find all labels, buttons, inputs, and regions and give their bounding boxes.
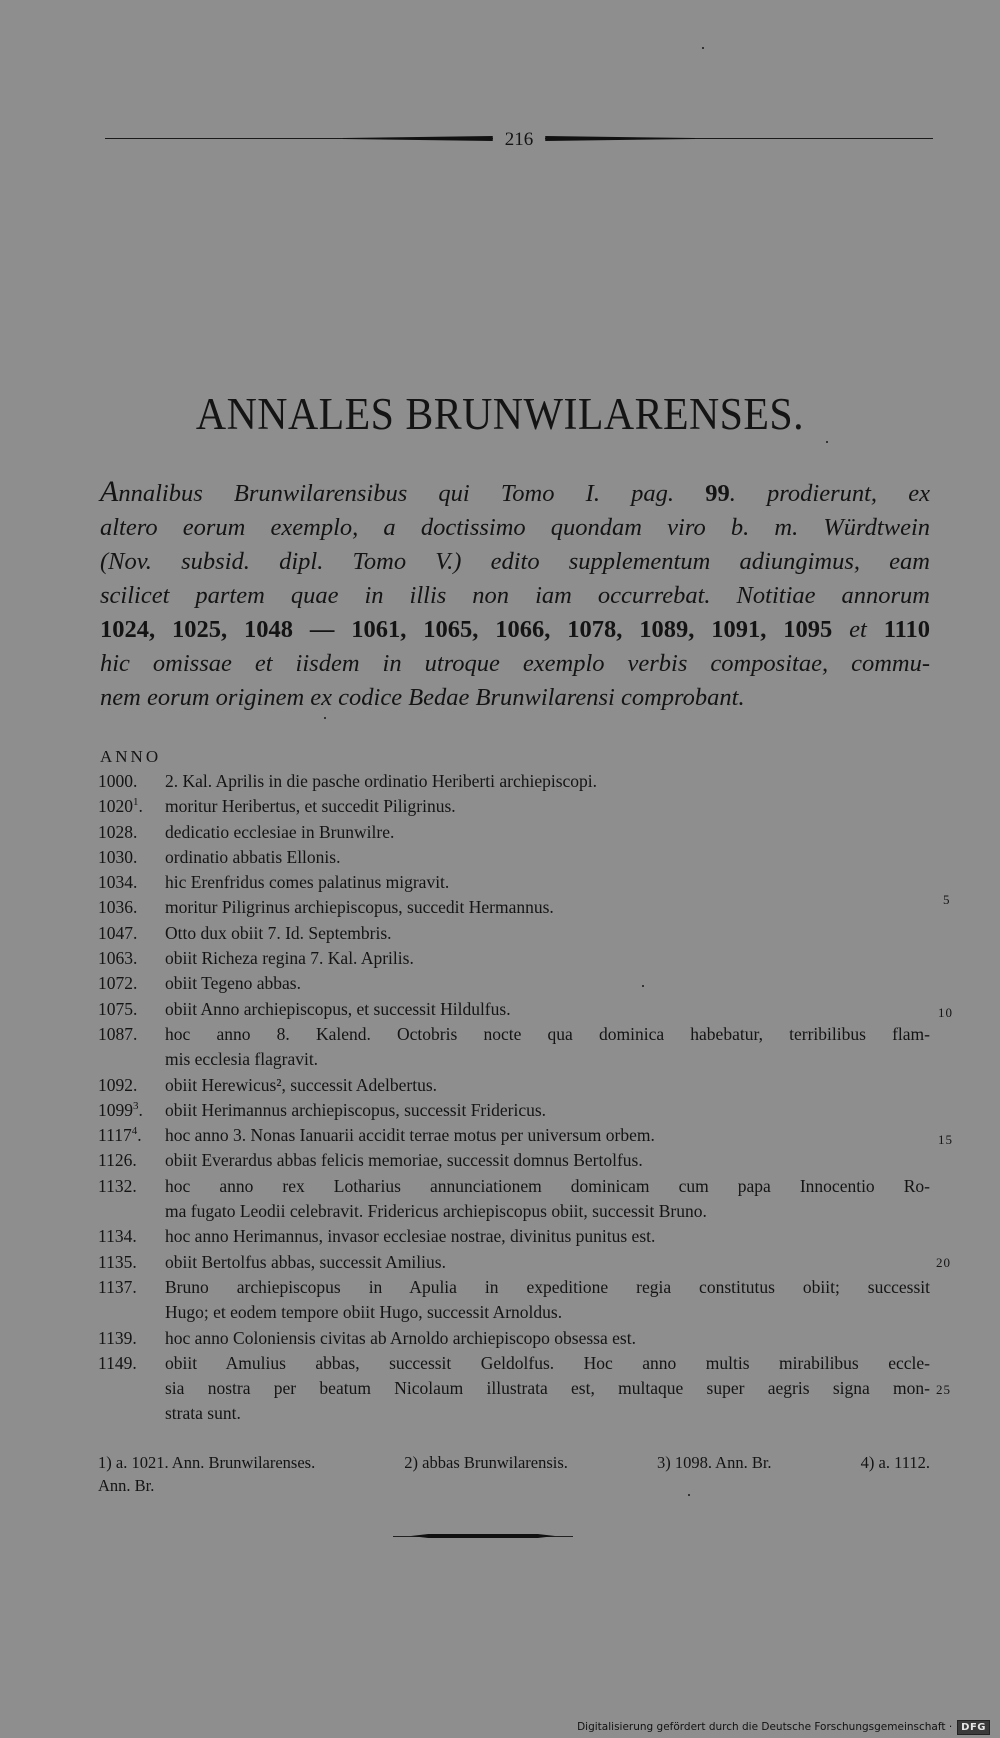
- annal-text-line: hoc anno Coloniensis civitas ab Arnoldo archiepiscopo obsessa est.: [165, 1327, 636, 1348]
- annal-entry: [98, 1174, 930, 1225]
- intro-line-2: altero eorum exemplo, a doctissimo quondam viro b. m. Würdtwein: [100, 514, 930, 541]
- page-header: [105, 124, 933, 154]
- annal-text: [165, 769, 930, 794]
- line-number-margin: 10: [938, 1005, 953, 1020]
- annal-text: [165, 1022, 930, 1073]
- footnote-marker: 1: [133, 796, 139, 809]
- annal-text-line: obiit Bertolfus abbas, successit Amilius.: [165, 1251, 446, 1272]
- annal-text: [165, 1275, 930, 1326]
- intro-line-4: scilicet partem quae in illis non iam occurrebat. Notitiae annorum: [100, 582, 930, 609]
- annal-year: 1132.: [98, 1175, 137, 1196]
- annal-year: 1063.: [98, 948, 138, 969]
- header-rule-right: [545, 136, 933, 142]
- annal-text: [165, 1098, 930, 1123]
- header-rule-left: [105, 136, 493, 142]
- line-number-margin: 25: [936, 1382, 951, 1397]
- annal-text: [165, 1326, 930, 1351]
- scan-speck: [324, 717, 326, 719]
- annal-text-line: hoc anno 8. Kalend. Octobris nocte qua dominica habebatur, terribilibus flam-: [165, 1023, 930, 1044]
- intro-line-7: nem eorum originem ex codice Bedae Brunwilarensi comprobant.: [100, 684, 745, 711]
- annal-year: 1134.: [98, 1226, 137, 1247]
- page-title: ANNALES BRUNWILARENSES.: [195, 389, 805, 440]
- annal-year: 1075.: [98, 998, 138, 1019]
- credit-text: Digitalisierung gefördert durch die Deutsche Forschungsgemeinschaft ·: [577, 1721, 953, 1733]
- annal-year: 1000.: [98, 771, 138, 791]
- annal-entry: [98, 870, 930, 895]
- annals-list: [98, 769, 930, 1427]
- annal-year: 1072.: [98, 973, 138, 994]
- annal-text: [165, 845, 930, 870]
- intro-line-1: [100, 475, 930, 511]
- intro-text: . prodierunt, ex: [729, 480, 930, 507]
- annal-entry: [98, 1224, 930, 1249]
- annal-text-line: obiit Anno archiepiscopus, et successit Hildulfus.: [165, 998, 511, 1019]
- annal-entry: [98, 1098, 930, 1123]
- annal-year: 1036.: [98, 897, 138, 918]
- annal-text: [165, 1123, 930, 1148]
- annal-year: 1135.: [98, 1251, 137, 1272]
- annal-entry: [98, 971, 930, 996]
- annal-year: 1139.: [98, 1327, 137, 1348]
- annal-text-line: ma fugato Leodii celebravit. Fridericus archiepiscopus obiit, successit Bruno.: [165, 1201, 707, 1222]
- annal-text-line: obiit Tegeno abbas.: [165, 973, 301, 994]
- annal-text: [165, 794, 930, 819]
- line-number-margin: 15: [938, 1132, 953, 1147]
- annal-text: [165, 1073, 930, 1098]
- annal-text-line: hoc anno Herimannus, invasor ecclesiae nostrae, divinitus punitus est.: [165, 1226, 656, 1247]
- annal-entry: [98, 1326, 930, 1351]
- closing-rule: [393, 1534, 573, 1539]
- intro-line-3: (Nov. subsid. dipl. Tomo V.) edito supplementum adiungimus, eam: [100, 548, 930, 575]
- annal-text-line: hoc anno rex Lotharius annunciationem dominicam cum papa Innocentio Ro-: [165, 1175, 930, 1196]
- intro-line-5: [100, 613, 930, 647]
- annal-text-line: Bruno archiepiscopus in Apulia in expeditione regia constitutus obiit; successit: [165, 1276, 930, 1297]
- annal-entry: [98, 1073, 930, 1098]
- scan-speck: [688, 1494, 690, 1496]
- annal-text-line: hic Erenfridus comes palatinus migravit.: [165, 872, 450, 893]
- annal-text: [165, 1250, 930, 1275]
- annal-entry: [98, 895, 930, 920]
- scan-speck: [702, 47, 704, 49]
- annal-year: 1020$^1$.: [98, 796, 143, 817]
- annal-year: 1117$^4$.: [98, 1125, 142, 1146]
- annal-text-line: obiit Herewicus², successit Adelbertus.: [165, 1074, 438, 1095]
- annal-entry: [98, 946, 930, 971]
- annal-entry: [98, 997, 930, 1022]
- footnotes: [98, 1451, 930, 1497]
- annal-entry: [98, 921, 930, 946]
- annal-entry: [98, 1351, 930, 1427]
- annals-heading: ANNO: [100, 747, 162, 766]
- annal-text-line: obiit Amulius abbas, successit Geldolfus. Hoc anno multis mirabilibus eccle-: [165, 1352, 930, 1373]
- annal-entry: [98, 820, 930, 845]
- dfg-logo: DFG: [957, 1720, 990, 1735]
- intro-text: et: [832, 616, 884, 643]
- annal-year: 1137.: [98, 1276, 137, 1297]
- annal-text: [165, 997, 930, 1022]
- scan-speck: [826, 441, 828, 443]
- intro-initial: A: [100, 475, 119, 508]
- annal-year: 1149.: [98, 1352, 137, 1373]
- annal-entry: [98, 845, 930, 870]
- intro-text: nnalibus Brunwilarensibus qui Tomo I. pag.: [118, 480, 706, 507]
- annal-text-line: dedicatio ecclesiae in Brunwilre.: [165, 821, 395, 842]
- annal-year: 1092.: [98, 1074, 138, 1095]
- annal-entry: [98, 794, 930, 819]
- annal-year: 1126.: [98, 1150, 137, 1171]
- annal-year: 1030.: [98, 846, 138, 867]
- footnote-4: 4) a. 1112.: [860, 1453, 930, 1472]
- annal-text: [165, 870, 930, 895]
- line-number-margin: 20: [936, 1255, 951, 1270]
- annal-text: [165, 921, 930, 946]
- annal-text-line: Otto dux obiit 7. Id. Septembris.: [165, 922, 392, 943]
- annal-year: 1087.: [98, 1023, 138, 1044]
- annal-entry: [98, 1275, 930, 1326]
- footnote-marker: 3: [133, 1100, 139, 1113]
- annal-entry: [98, 1148, 930, 1173]
- intro-years: 1024, 1025, 1048 — 1061, 1065, 1066, 1078, 1089, 1091, 1095: [100, 616, 833, 643]
- intro-paragraph: [100, 475, 930, 715]
- annal-text-line: strata sunt.: [165, 1403, 241, 1424]
- annal-text: [165, 1174, 930, 1225]
- line-number-margin: 5: [943, 892, 951, 907]
- annal-text-line: moritur Piligrinus archiepiscopus, succedit Hermannus.: [165, 897, 554, 918]
- page-number: 216: [504, 128, 534, 150]
- annal-text-line: hoc anno 3. Nonas Ianuarii accidit terrae motus per universum orbem.: [165, 1125, 655, 1146]
- footnote-marker: 4: [131, 1125, 138, 1138]
- annal-text: [165, 820, 930, 845]
- annal-entry: [98, 769, 930, 794]
- annal-text-line: mis ecclesia flagravit.: [165, 1049, 319, 1070]
- footnote-4-continued: Ann. Br.: [98, 1476, 155, 1495]
- annal-year: 1034.: [98, 872, 138, 893]
- annal-text-line: obiit Richeza regina 7. Kal. Aprilis.: [165, 948, 414, 969]
- annal-entry: [98, 1123, 930, 1148]
- digitization-credit: [577, 1718, 990, 1736]
- annal-text-line: ordinatio abbatis Ellonis.: [165, 846, 341, 867]
- annal-text-line: obiit Everardus abbas felicis memoriae, successit domnus Bertolfus.: [165, 1150, 643, 1171]
- annal-text-line: Hugo; et eodem tempore obiit Hugo, successit Arnoldus.: [165, 1302, 563, 1323]
- intro-years: 1110: [883, 616, 930, 643]
- annal-text-line: sia nostra per beatum Nicolaum illustrata est, multaque super aegris signa mon-: [165, 1378, 930, 1399]
- scan-speck: [642, 985, 644, 987]
- annal-text: [165, 946, 930, 971]
- intro-line-6: hic omissae et iisdem in utroque exemplo verbis compositae, commu-: [100, 650, 930, 677]
- annal-text-line: moritur Heribertus, et succedit Piligrinus.: [165, 796, 456, 817]
- annal-text: [165, 895, 930, 920]
- annal-text: [165, 1224, 930, 1249]
- annal-text: [165, 1148, 930, 1173]
- annal-entry: [98, 1022, 930, 1073]
- annal-text-line: 2. Kal. Aprilis in die pasche ordinatio Heriberti archiepiscopi.: [165, 771, 598, 791]
- footnote-1: 1) a. 1021. Ann. Brunwilarenses.: [98, 1453, 316, 1472]
- annal-text: [165, 1351, 930, 1427]
- annal-year: 1028.: [98, 821, 138, 842]
- footnote-2: 2) abbas Brunwilarensis.: [404, 1453, 568, 1472]
- annal-year: 1047.: [98, 922, 138, 943]
- annal-entry: [98, 1250, 930, 1275]
- annal-text-line: obiit Herimannus archiepiscopus, successit Fridericus.: [165, 1099, 547, 1120]
- intro-page-ref: 99: [705, 480, 730, 507]
- annal-text: [165, 971, 930, 996]
- footnote-3: 3) 1098. Ann. Br.: [656, 1453, 772, 1472]
- annal-year: 1099$^3$.: [98, 1099, 143, 1120]
